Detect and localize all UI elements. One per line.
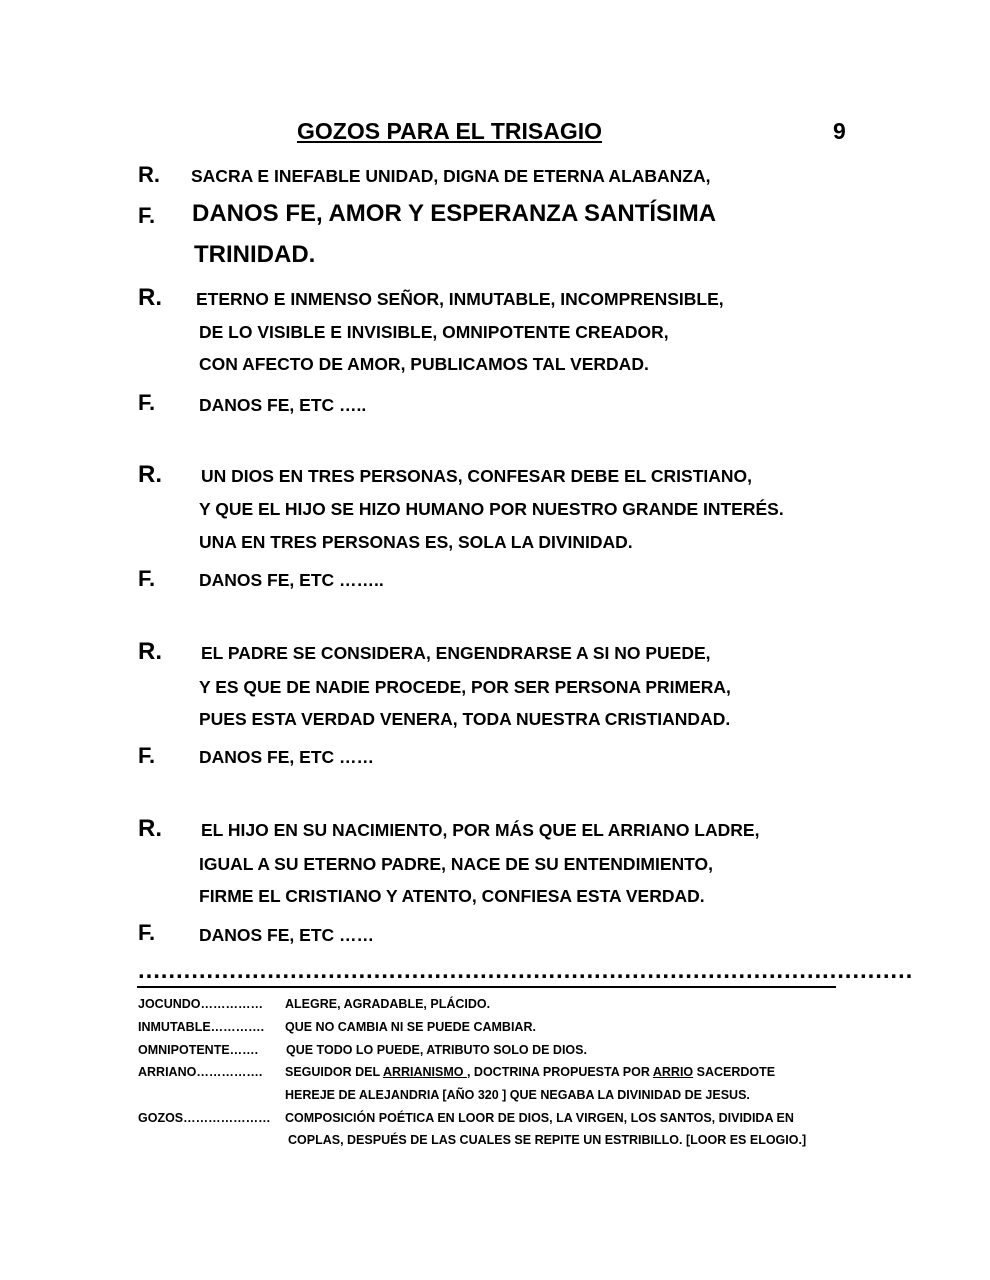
- stanza-2-refrain: DANOS FE, ETC ……..: [199, 570, 384, 590]
- page-title: GOZOS PARA EL TRISAGIO: [297, 118, 602, 144]
- stanza-3-line-3: PUES ESTA VERDAD VENERA, TODA NUESTRA CRISTIANDAD.: [199, 709, 731, 729]
- stanza-2-line-2: Y QUE EL HIJO SE HIZO HUMANO POR NUESTRO GRANDE INTERÉS.: [199, 499, 784, 519]
- glossary-term-arriano: ARRIANO…………….: [138, 1065, 263, 1079]
- stanza-3-line-2: Y ES QUE DE NADIE PROCEDE, POR SER PERSONA PRIMERA,: [199, 677, 731, 697]
- intro-r-line: SACRA E INEFABLE UNIDAD, DIGNA DE ETERNA ALABANZA,: [191, 166, 711, 186]
- r-marker: R.: [138, 638, 162, 665]
- stanza-4-refrain: DANOS FE, ETC ……: [199, 925, 375, 945]
- arrianismo-term: ARRIANISMO: [382, 1065, 467, 1079]
- intro-f-line-1: DANOS FE, AMOR Y ESPERANZA SANTÍSIMA: [192, 200, 717, 227]
- f-marker: F.: [138, 203, 156, 228]
- stanza-1-line-3: CON AFECTO DE AMOR, PUBLICAMOS TAL VERDAD.: [199, 354, 649, 374]
- stanza-3-line-1: EL PADRE SE CONSIDERA, ENGENDRARSE A SI NO PUEDE,: [201, 643, 711, 663]
- f-marker: F.: [138, 920, 156, 945]
- stanza-4-line-3: FIRME EL CRISTIANO Y ATENTO, CONFIESA ESTA VERDAD.: [199, 886, 705, 906]
- glossary-def-omnipotente: QUE TODO LO PUEDE, ATRIBUTO SOLO DE DIOS.: [286, 1043, 587, 1057]
- stanza-2-line-1: UN DIOS EN TRES PERSONAS, CONFESAR DEBE EL CRISTIANO,: [201, 466, 752, 486]
- f-marker: F.: [138, 390, 156, 415]
- glossary-def-jocundo: ALEGRE, AGRADABLE, PLÁCIDO.: [285, 997, 491, 1011]
- r-marker: R.: [138, 461, 162, 488]
- stanza-2-line-3: UNA EN TRES PERSONAS ES, SOLA LA DIVINIDAD.: [199, 532, 633, 552]
- glossary-term-jocundo: JOCUNDO……………: [138, 997, 264, 1011]
- stanza-4-line-2: IGUAL A SU ETERNO PADRE, NACE DE SU ENTENDIMIENTO,: [199, 854, 714, 874]
- stanza-1-line-2: DE LO VISIBLE E INVISIBLE, OMNIPOTENTE CREADOR,: [199, 322, 669, 342]
- glossary-def-inmutable: QUE NO CAMBIA NI SE PUEDE CAMBIAR.: [285, 1020, 536, 1034]
- separator-rule: [137, 986, 836, 988]
- f-marker: F.: [138, 566, 156, 591]
- arrio-term: ARRIO: [652, 1065, 694, 1079]
- intro-f-line-2: TRINIDAD.: [194, 241, 316, 268]
- glossary-def-arriano: SEGUIDOR DEL ARRIANISMO , DOCTRINA PROPUESTA POR ARRIO SACERDOTE: [285, 1065, 776, 1079]
- separator-line: …………………………………………………………………………………………: [137, 957, 913, 984]
- glossary-def-gozos: COMPOSICIÓN POÉTICA EN LOOR DE DIOS, LA VIRGEN, LOS SANTOS, DIVIDIDA EN: [285, 1111, 794, 1125]
- stanza-4-line-1: EL HIJO EN SU NACIMIENTO, POR MÁS QUE EL ARRIANO LADRE,: [201, 820, 760, 840]
- page-number: 9: [833, 118, 846, 144]
- stanza-1-refrain: DANOS FE, ETC …..: [199, 395, 367, 415]
- r-marker: R.: [138, 162, 160, 187]
- glossary-term-gozos: GOZOS…………………: [138, 1111, 271, 1125]
- glossary-term-omnipotente: OMNIPOTENTE…….: [138, 1043, 259, 1057]
- r-marker: R.: [138, 284, 162, 311]
- glossary-def-arriano-2: HEREJE DE ALEJANDRIA [AÑO 320 ] QUE NEGABA LA DIVINIDAD DE JESUS.: [285, 1088, 750, 1102]
- r-marker: R.: [138, 815, 162, 842]
- glossary-def-gozos-2: COPLAS, DESPUÉS DE LAS CUALES SE REPITE UN ESTRIBILLO. [LOOR ES ELOGIO.]: [288, 1133, 807, 1147]
- stanza-3-refrain: DANOS FE, ETC ……: [199, 747, 375, 767]
- stanza-1-line-1: ETERNO E INMENSO SEÑOR, INMUTABLE, INCOMPRENSIBLE,: [196, 289, 724, 309]
- f-marker: F.: [138, 743, 156, 768]
- glossary-term-inmutable: INMUTABLE………….: [138, 1020, 265, 1034]
